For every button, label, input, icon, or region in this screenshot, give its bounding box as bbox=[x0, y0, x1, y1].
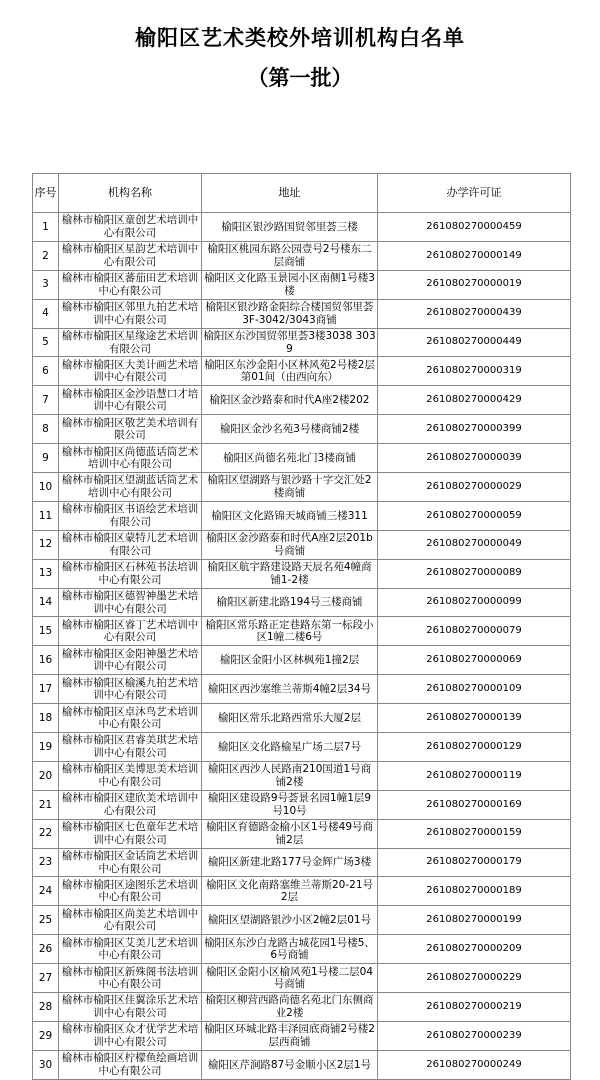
row-index: 13 bbox=[33, 559, 59, 588]
row-index: 30 bbox=[33, 1050, 59, 1079]
license-number: 261080270000199 bbox=[378, 906, 571, 935]
org-name: 榆林市榆阳区星缘途艺术培训有限公司 bbox=[59, 328, 202, 357]
org-address: 榆阳区芹涧路87号金顺小区2层1号 bbox=[202, 1050, 378, 1079]
org-name: 榆林市榆阳区星韵艺术培训中心有限公司 bbox=[59, 241, 202, 270]
table-row bbox=[33, 241, 571, 270]
table-row bbox=[33, 473, 571, 502]
row-index: 14 bbox=[33, 588, 59, 617]
org-name: 榆林市榆阳区榆溪九拍艺术培训中心有限公司 bbox=[59, 675, 202, 704]
row-index: 6 bbox=[33, 357, 59, 386]
org-name: 榆林市榆阳区金阳神墨艺术培训中心有限公司 bbox=[59, 646, 202, 675]
row-index: 19 bbox=[33, 733, 59, 762]
license-number: 261080270000089 bbox=[378, 559, 571, 588]
license-number: 261080270000229 bbox=[378, 964, 571, 993]
license-number: 261080270000249 bbox=[378, 1050, 571, 1079]
row-index: 16 bbox=[33, 646, 59, 675]
org-address: 榆阳区建设路9号荟景名园1幢1层9号10号 bbox=[202, 790, 378, 819]
license-number: 261080270000079 bbox=[378, 617, 571, 646]
table-row bbox=[33, 444, 571, 473]
license-number: 261080270000039 bbox=[378, 444, 571, 473]
org-name: 榆林市榆阳区途图乐艺术培训中心有限公司 bbox=[59, 877, 202, 906]
org-name: 榆林市榆阳区美博思美术培训中心有限公司 bbox=[59, 761, 202, 790]
table-row bbox=[33, 328, 571, 357]
license-number: 261080270000159 bbox=[378, 819, 571, 848]
table-row bbox=[33, 270, 571, 299]
license-number: 261080270000439 bbox=[378, 299, 571, 328]
header-license: 办学许可证 bbox=[378, 174, 571, 213]
license-number: 261080270000189 bbox=[378, 877, 571, 906]
table-row bbox=[33, 935, 571, 964]
table-row bbox=[33, 617, 571, 646]
table-row bbox=[33, 993, 571, 1022]
org-address: 榆阳区金沙路泰和时代A座2层201b号商铺 bbox=[202, 530, 378, 559]
org-name: 榆林市榆阳区书语绘艺术培训有限公司 bbox=[59, 501, 202, 530]
license-number: 261080270000459 bbox=[378, 213, 571, 242]
org-address: 榆阳区金沙路泰和时代A座2楼202 bbox=[202, 386, 378, 415]
org-address: 榆阳区金阳小区榆风苑1号楼二层04号商铺 bbox=[202, 964, 378, 993]
table-row bbox=[33, 559, 571, 588]
org-name: 榆林市榆阳区金话筒艺术培训中心有限公司 bbox=[59, 848, 202, 877]
org-name: 榆林市榆阳区蕃茄田艺术培训中心有限公司 bbox=[59, 270, 202, 299]
table-row bbox=[33, 530, 571, 559]
org-address: 榆阳区金沙名苑3号楼商铺2楼 bbox=[202, 415, 378, 444]
org-name: 榆林市榆阳区卓沐鸟艺术培训中心有限公司 bbox=[59, 704, 202, 733]
table-row bbox=[33, 501, 571, 530]
row-index: 25 bbox=[33, 906, 59, 935]
org-address: 榆阳区环城北路丰泽园底商铺2号楼2层西商铺 bbox=[202, 1021, 378, 1050]
org-address: 榆阳区东沙国贸邻里荟3楼3038 3039 bbox=[202, 328, 378, 357]
row-index: 3 bbox=[33, 270, 59, 299]
license-number: 261080270000239 bbox=[378, 1021, 571, 1050]
table-row bbox=[33, 848, 571, 877]
page-subtitle: （第一批） bbox=[247, 66, 353, 90]
org-address: 榆阳区文化路锦天城商铺三楼311 bbox=[202, 501, 378, 530]
org-address: 榆阳区西沙人民路南210国道1号商铺2楼 bbox=[202, 761, 378, 790]
row-index: 20 bbox=[33, 761, 59, 790]
table-row bbox=[33, 819, 571, 848]
row-index: 12 bbox=[33, 530, 59, 559]
license-number: 261080270000449 bbox=[378, 328, 571, 357]
row-index: 21 bbox=[33, 790, 59, 819]
row-index: 24 bbox=[33, 877, 59, 906]
org-name: 榆林市榆阳区睿丁艺术培训中心有限公司 bbox=[59, 617, 202, 646]
table-row bbox=[33, 964, 571, 993]
table-header-row bbox=[33, 174, 571, 213]
org-address: 榆阳区西沙塞维兰蒂斯4幢2层34号 bbox=[202, 675, 378, 704]
table-row bbox=[33, 704, 571, 733]
org-address: 榆阳区文化路榆星广场二层7号 bbox=[202, 733, 378, 762]
org-name: 榆林市榆阳区新殊阁书法培训中心有限公司 bbox=[59, 964, 202, 993]
org-address: 榆阳区航宇路建设路天辰名苑4幢商铺1-2楼 bbox=[202, 559, 378, 588]
org-address: 榆阳区望湖路与银沙路十字交汇处2楼商铺 bbox=[202, 473, 378, 502]
table-row bbox=[33, 790, 571, 819]
row-index: 22 bbox=[33, 819, 59, 848]
whitelist-table bbox=[32, 173, 571, 1080]
table-row bbox=[33, 877, 571, 906]
table-row bbox=[33, 675, 571, 704]
org-address: 榆阳区尚德名苑北门3楼商铺 bbox=[202, 444, 378, 473]
license-number: 261080270000319 bbox=[378, 357, 571, 386]
org-name: 榆林市榆阳区大美计画艺术培训中心有限公司 bbox=[59, 357, 202, 386]
table-row bbox=[33, 357, 571, 386]
table-row bbox=[33, 588, 571, 617]
row-index: 4 bbox=[33, 299, 59, 328]
org-name: 榆林市榆阳区尚德蓝话筒艺术培训中心有限公司 bbox=[59, 444, 202, 473]
license-number: 261080270000119 bbox=[378, 761, 571, 790]
org-address: 榆阳区文化南路塞维兰蒂斯20-21号2层 bbox=[202, 877, 378, 906]
row-index: 9 bbox=[33, 444, 59, 473]
org-name: 榆林市榆阳区众才优学艺术培训中心有限公司 bbox=[59, 1021, 202, 1050]
table-row bbox=[33, 415, 571, 444]
org-address: 榆阳区银沙路金阳综合楼国贸邻里荟3F-3042/3043商铺 bbox=[202, 299, 378, 328]
header-org-name: 机构名称 bbox=[59, 174, 202, 213]
row-index: 28 bbox=[33, 993, 59, 1022]
table-row bbox=[33, 1050, 571, 1079]
license-number: 261080270000109 bbox=[378, 675, 571, 704]
org-name: 榆林市榆阳区石林苑书法培训中心有限公司 bbox=[59, 559, 202, 588]
header-address: 地址 bbox=[202, 174, 378, 213]
license-number: 261080270000399 bbox=[378, 415, 571, 444]
license-number: 261080270000059 bbox=[378, 501, 571, 530]
license-number: 261080270000029 bbox=[378, 473, 571, 502]
row-index: 1 bbox=[33, 213, 59, 242]
org-address: 榆阳区新建北路177号金辉广场3楼 bbox=[202, 848, 378, 877]
row-index: 27 bbox=[33, 964, 59, 993]
org-name: 榆林市榆阳区建欣美术培训中心有限公司 bbox=[59, 790, 202, 819]
org-name: 榆林市榆阳区敬艺美术培训有限公司 bbox=[59, 415, 202, 444]
table-row bbox=[33, 299, 571, 328]
license-number: 261080270000209 bbox=[378, 935, 571, 964]
row-index: 2 bbox=[33, 241, 59, 270]
table-row bbox=[33, 906, 571, 935]
license-number: 261080270000149 bbox=[378, 241, 571, 270]
license-number: 261080270000179 bbox=[378, 848, 571, 877]
org-name: 榆林市榆阳区童创艺术培训中心有限公司 bbox=[59, 213, 202, 242]
row-index: 11 bbox=[33, 501, 59, 530]
header-index: 序号 bbox=[33, 174, 59, 213]
org-name: 榆林市榆阳区尚美艺术培训中心有限公司 bbox=[59, 906, 202, 935]
org-name: 榆林市榆阳区金沙语慧口才培训中心有限公司 bbox=[59, 386, 202, 415]
table-row bbox=[33, 386, 571, 415]
org-address: 榆阳区常乐路正定巷路东第一标段小区1幢二楼6号 bbox=[202, 617, 378, 646]
license-number: 261080270000219 bbox=[378, 993, 571, 1022]
org-address: 榆阳区常乐北路西常乐大厦2层 bbox=[202, 704, 378, 733]
license-number: 261080270000069 bbox=[378, 646, 571, 675]
row-index: 8 bbox=[33, 415, 59, 444]
table-row bbox=[33, 646, 571, 675]
org-address: 榆阳区桃园东路公园壹号2号楼东二层商铺 bbox=[202, 241, 378, 270]
org-name: 榆林市榆阳区德智神墨艺术培训中心有限公司 bbox=[59, 588, 202, 617]
row-index: 18 bbox=[33, 704, 59, 733]
row-index: 17 bbox=[33, 675, 59, 704]
row-index: 26 bbox=[33, 935, 59, 964]
org-address: 榆阳区新建北路194号三楼商铺 bbox=[202, 588, 378, 617]
org-address: 榆阳区东沙白龙路古城花园1号楼5、6号商铺 bbox=[202, 935, 378, 964]
row-index: 7 bbox=[33, 386, 59, 415]
license-number: 261080270000129 bbox=[378, 733, 571, 762]
license-number: 261080270000139 bbox=[378, 704, 571, 733]
org-address: 榆阳区望湖路银沙小区2幢2层01号 bbox=[202, 906, 378, 935]
row-index: 29 bbox=[33, 1021, 59, 1050]
org-address: 榆阳区金阳小区林枫苑1撞2层 bbox=[202, 646, 378, 675]
page-title: 榆阳区艺术类校外培训机构白名单 bbox=[135, 26, 465, 50]
row-index: 5 bbox=[33, 328, 59, 357]
org-name: 榆林市榆阳区君睿美琪艺术培训中心有限公司 bbox=[59, 733, 202, 762]
org-address: 榆阳区育德路金榆小区1号楼49号商铺2层 bbox=[202, 819, 378, 848]
license-number: 261080270000429 bbox=[378, 386, 571, 415]
row-index: 15 bbox=[33, 617, 59, 646]
table-row bbox=[33, 761, 571, 790]
license-number: 261080270000049 bbox=[378, 530, 571, 559]
org-name: 榆林市榆阳区佳翼涂乐艺术培训中心有限公司 bbox=[59, 993, 202, 1022]
org-name: 榆林市榆阳区蒙特儿艺术培训有限公司 bbox=[59, 530, 202, 559]
org-name: 榆林市榆阳区柠檬鱼绘画培训中心有限公司 bbox=[59, 1050, 202, 1079]
row-index: 23 bbox=[33, 848, 59, 877]
table-row bbox=[33, 1021, 571, 1050]
row-index: 10 bbox=[33, 473, 59, 502]
org-address: 榆阳区文化路玉景园小区南侧1号楼3楼 bbox=[202, 270, 378, 299]
table-row bbox=[33, 733, 571, 762]
org-name: 榆林市榆阳区邻里九拍艺术培训中心有限公司 bbox=[59, 299, 202, 328]
license-number: 261080270000099 bbox=[378, 588, 571, 617]
org-name: 榆林市榆阳区望湖蓝话筒艺术培训中心有限公司 bbox=[59, 473, 202, 502]
table-body bbox=[33, 213, 571, 1080]
org-address: 榆阳区银沙路国贸邻里荟三楼 bbox=[202, 213, 378, 242]
table-row bbox=[33, 213, 571, 242]
org-address: 榆阳区柳营西路尚德名苑北门东侧商业2楼 bbox=[202, 993, 378, 1022]
org-name: 榆林市榆阳区七色童年艺术培训中心有限公司 bbox=[59, 819, 202, 848]
org-name: 榆林市榆阳区艾美儿艺术培训中心有限公司 bbox=[59, 935, 202, 964]
license-number: 261080270000169 bbox=[378, 790, 571, 819]
license-number: 261080270000019 bbox=[378, 270, 571, 299]
org-address: 榆阳区东沙金阳小区林风苑2号楼2层第01间（由西向东） bbox=[202, 357, 378, 386]
